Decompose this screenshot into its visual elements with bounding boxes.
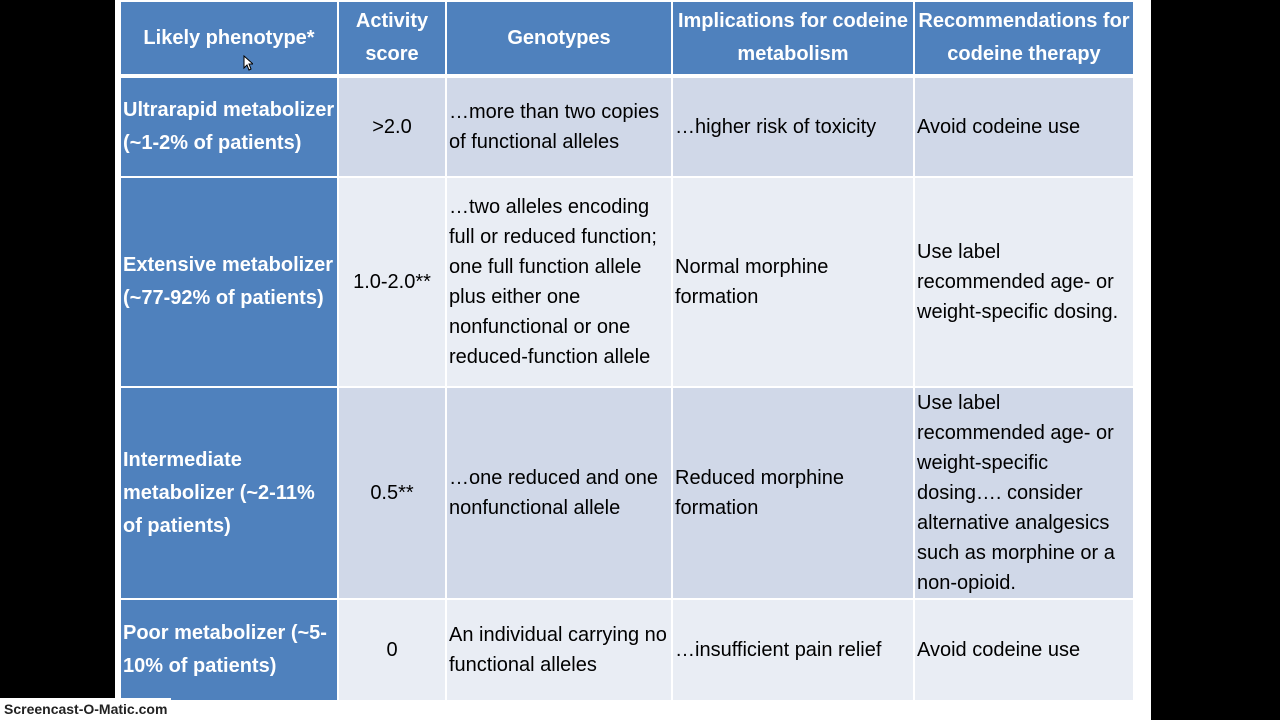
table-row: [120, 76, 1134, 177]
implications-cell: …insufficient pain relief: [672, 599, 914, 701]
table-row: [120, 599, 1134, 701]
table-row: [120, 177, 1134, 387]
activity-score-cell: 1.0-2.0**: [338, 177, 446, 387]
header-genotypes: Genotypes: [446, 1, 672, 76]
genotypes-cell: …more than two copies of functional alleles: [446, 76, 672, 177]
recommendations-cell: Avoid codeine use: [914, 599, 1134, 701]
phenotype-cell: Poor metabolizer (~5-10% of patients): [120, 599, 338, 701]
recommendations-cell: Use label recommended age- or weight-specific dosing.: [914, 177, 1134, 387]
genotypes-cell: An individual carrying no functional alleles: [446, 599, 672, 701]
header-phenotype: Likely phenotype*: [120, 1, 338, 76]
recommendations-cell: Avoid codeine use: [914, 76, 1134, 177]
phenotype-cell: Intermediate metabolizer (~2-11% of patients): [120, 387, 338, 599]
phenotype-cell: Ultrarapid metabolizer (~1-2% of patients): [120, 76, 338, 177]
activity-score-cell: 0.5**: [338, 387, 446, 599]
table-header-row: [120, 1, 1134, 76]
watermark: Screencast-O-Matic.com: [0, 698, 171, 720]
slide: [115, 0, 1151, 720]
codeine-phenotype-table: [119, 0, 1135, 702]
implications-cell: …higher risk of toxicity: [672, 76, 914, 177]
header-implications: Implications for codeine metabolism: [672, 1, 914, 76]
table-row: [120, 387, 1134, 599]
recommendations-cell: Use label recommended age- or weight-specific dosing…. consider alternative analgesics such as morphine or a non-opioid.: [914, 387, 1134, 599]
implications-cell: Normal morphine formation: [672, 177, 914, 387]
phenotype-cell: Extensive metabolizer (~77-92% of patients): [120, 177, 338, 387]
genotypes-cell: …two alleles encoding full or reduced function; one full function allele plus either one nonfunctional or one reduced-function allele: [446, 177, 672, 387]
activity-score-cell: 0: [338, 599, 446, 701]
header-activity-score: Activity score: [338, 1, 446, 76]
genotypes-cell: …one reduced and one nonfunctional allele: [446, 387, 672, 599]
activity-score-cell: >2.0: [338, 76, 446, 177]
mouse-cursor-icon: [243, 55, 253, 71]
implications-cell: Reduced morphine formation: [672, 387, 914, 599]
header-recommendations: Recommendations for codeine therapy: [914, 1, 1134, 76]
